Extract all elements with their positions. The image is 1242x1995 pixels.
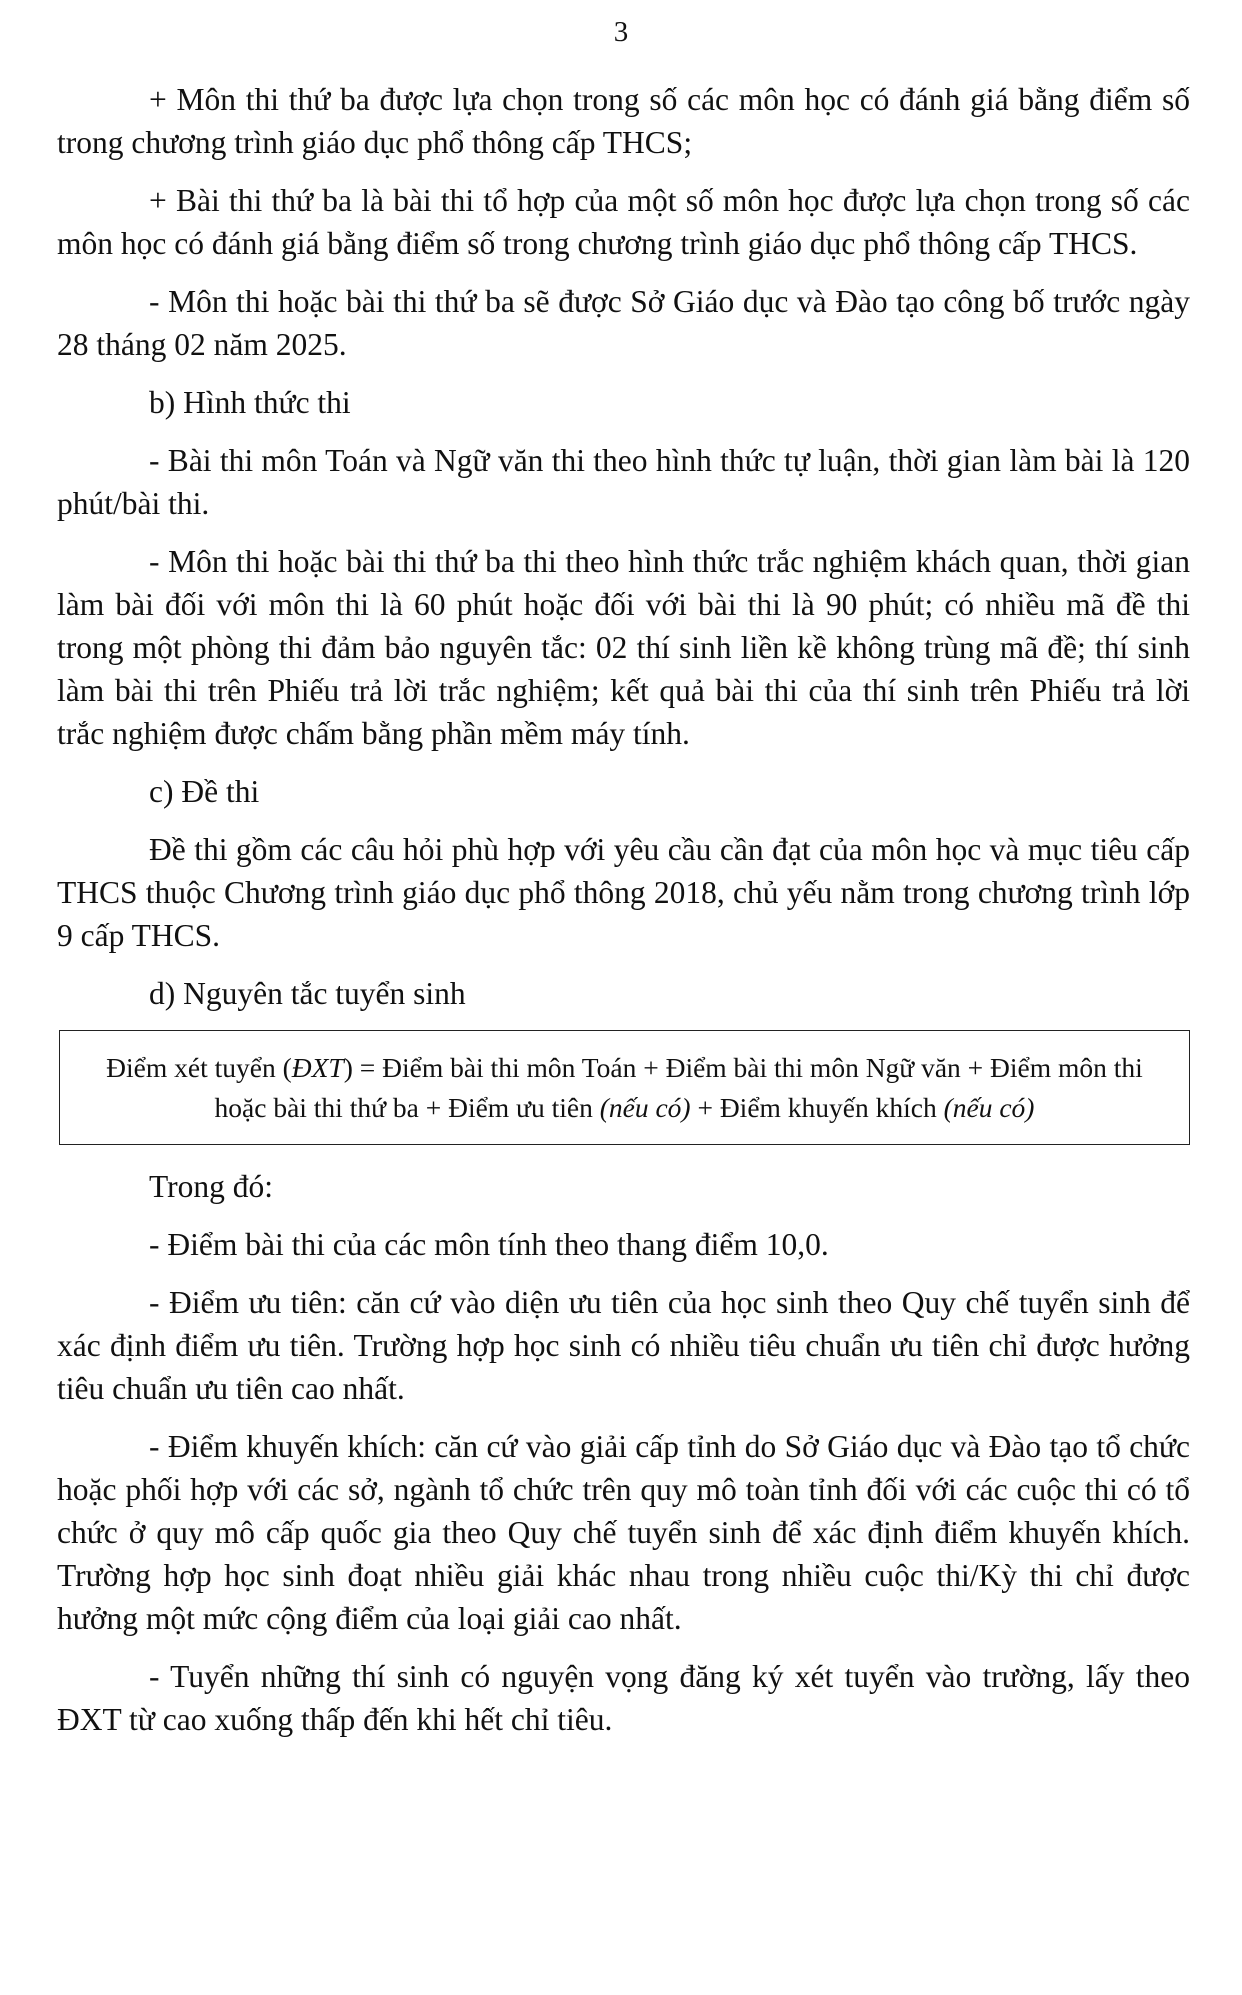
paragraph-multiple-choice-format: - Môn thi hoặc bài thi thứ ba thi theo hình thức trắc nghiệm khách quan, thời gian làm bài đối với môn thi là 60 phút hoặc đối với bài thi là 90 phút; có nhiều mã đề thi trong một phòng thi đảm bảo nguyên tắc: 02 thí sinh liền kề không trùng mã đề; thí sinh làm bài thi trên Phiếu trả lời trắc nghiệm; kết quả bài thi của thí sinh trên Phiếu trả lời trắc nghiệm được chấm bằng phần mềm máy tính. bbox=[57, 544, 1190, 751]
paragraph-announcement-date: - Môn thi hoặc bài thi thứ ba sẽ được Sở Giáo dục và Đào tạo công bố trước ngày 28 tháng 02 năm 2025. bbox=[57, 284, 1190, 362]
paragraph-math-literature-format: - Bài thi môn Toán và Ngữ văn thi theo hình thức tự luận, thời gian làm bài là 120 phút/bài thi. bbox=[57, 443, 1190, 521]
paragraph-exam-content: Đề thi gồm các câu hỏi phù hợp với yêu cầu cần đạt của môn học và mục tiêu cấp THCS thuộc Chương trình giáo dục phổ thông 2018, chủ yếu nằm trong chương trình lớp 9 cấp THCS. bbox=[57, 832, 1190, 953]
section-heading-exam-paper: c) Đề thi bbox=[149, 774, 260, 809]
formula-optional-note-1: (nếu có) bbox=[599, 1092, 691, 1123]
document-body bbox=[57, 78, 1190, 1756]
paragraph-admission-ranking: - Tuyển những thí sinh có nguyện vọng đăng ký xét tuyển vào trường, lấy theo ĐXT từ cao xuống thấp đến khi hết chỉ tiêu. bbox=[57, 1659, 1190, 1737]
paragraph-where: Trong đó: bbox=[149, 1169, 274, 1204]
paragraph-score-scale: - Điểm bài thi của các môn tính theo thang điểm 10,0. bbox=[149, 1227, 829, 1262]
formula-text-1: Điểm xét tuyển ( bbox=[106, 1052, 292, 1083]
section-heading-admission-principles: d) Nguyên tắc tuyển sinh bbox=[149, 976, 466, 1011]
paragraph-priority-points: - Điểm ưu tiên: căn cứ vào diện ưu tiên của học sinh theo Quy chế tuyển sinh để xác định điểm ưu tiên. Trường hợp học sinh có nhiều tiêu chuẩn ưu tiên chỉ được hưởng tiêu chuẩn ưu tiên cao nhất. bbox=[57, 1285, 1190, 1406]
page-number: 3 bbox=[613, 16, 629, 48]
paragraph-third-combined-test: + Bài thi thứ ba là bài thi tổ hợp của một số môn học được lựa chọn trong số các môn học có đánh giá bằng điểm số trong chương trình giáo dục phổ thông cấp THCS. bbox=[57, 183, 1190, 261]
formula-text-3: + Điểm khuyến khích bbox=[690, 1092, 944, 1123]
admission-score-formula-box bbox=[59, 1030, 1190, 1145]
paragraph-third-subject: + Môn thi thứ ba được lựa chọn trong số các môn học có đánh giá bằng điểm số trong chương trình giáo dục phổ thông cấp THCS; bbox=[57, 82, 1190, 160]
paragraph-encouragement-points: - Điểm khuyến khích: căn cứ vào giải cấp tỉnh do Sở Giáo dục và Đào tạo tổ chức hoặc phối hợp với các sở, ngành tổ chức trên quy mô toàn tỉnh đối với các cuộc thi có tổ chức ở quy mô cấp quốc gia theo Quy chế tuyển sinh để xác định điểm khuyến khích. Trường hợp học sinh đoạt nhiều giải khác nhau trong nhiều cuộc thi/Kỳ thi chỉ được hưởng một mức cộng điểm của loại giải cao nhất. bbox=[57, 1429, 1190, 1636]
formula-optional-note-2: (nếu có) bbox=[943, 1092, 1035, 1123]
formula-abbreviation: ĐXT bbox=[291, 1052, 344, 1083]
formula-text-2: ) = Điểm bài thi môn Toán + Điểm bài thi môn Ngữ văn + Điểm môn thi hoặc bài thi thứ ba + Điểm ưu tiên bbox=[214, 1052, 1143, 1123]
section-heading-exam-format: b) Hình thức thi bbox=[149, 385, 351, 420]
